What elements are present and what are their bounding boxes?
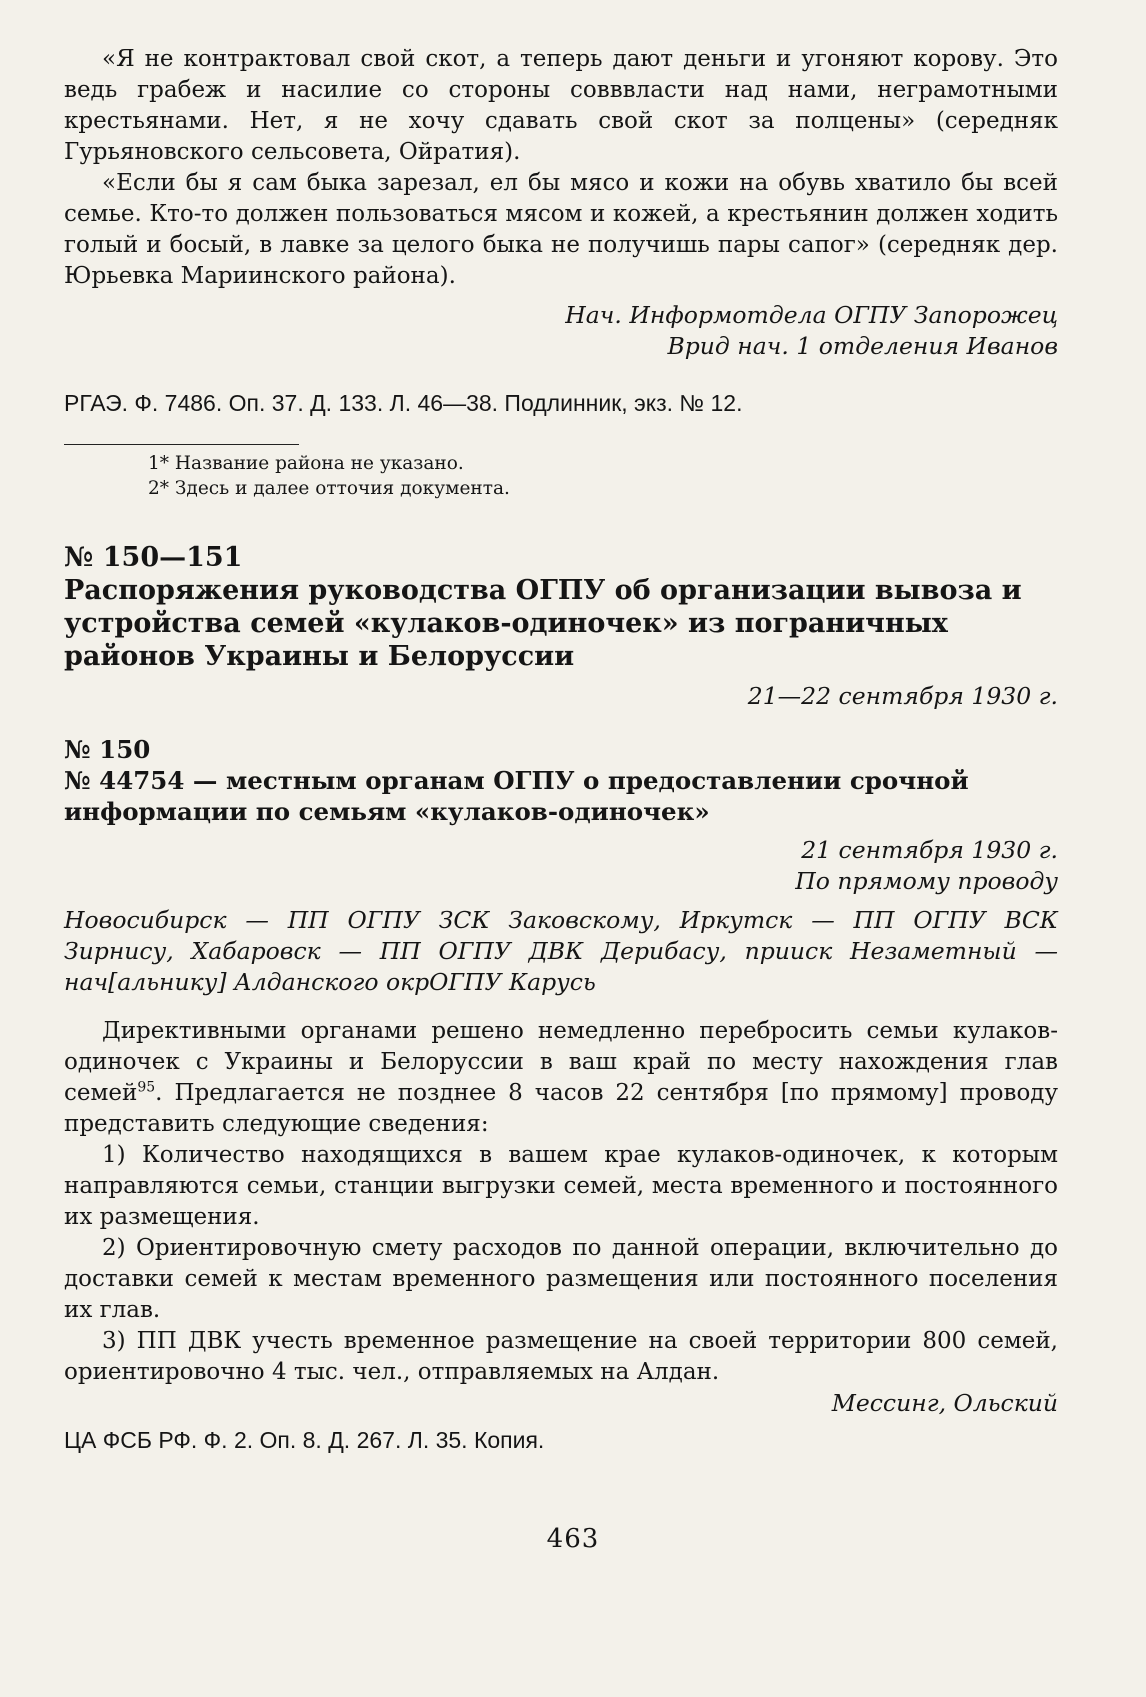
archive-reference-2: ЦА ФСБ РФ. Ф. 2. Оп. 8. Д. 267. Л. 35. Копия. xyxy=(64,1427,545,1453)
endnote-marker: 95 xyxy=(137,1079,156,1096)
footnote-divider xyxy=(64,444,299,445)
signature-line-1: Нач. Информотдела ОГПУ Запорожец xyxy=(565,301,1058,329)
list-item-1: 1) Количество находящихся в вашем крае кулаков-одиночек, к которым направляются семьи, станции выгрузки семей, места временного и постоянного их размещения. xyxy=(64,1142,1058,1230)
section-title: Распоряжения руководства ОГПУ об организации вывоза и устройства семей «кулаков-одиночек» из пограничных районов Украины и Белоруссии xyxy=(64,575,1022,672)
section-date: 21—22 сентября 1930 г. xyxy=(747,682,1058,710)
list-item-3: 3) ПП ДВК учесть временное размещение на своей территории 800 семей, ориентировочно 4 тыс. чел., отправляемых на Алдан. xyxy=(64,1328,1058,1385)
footnote-1: 1* Название района не указано. xyxy=(148,453,464,474)
archive-reference-1: РГАЭ. Ф. 7486. Оп. 37. Д. 133. Л. 46—38. Подлинник, экз. № 12. xyxy=(64,390,743,416)
directive-text-start: Директивными органами решено немедленно перебросить семьи кулаков-одиночек с Украины и Белоруссии в ваш край по месту нахождения глав семей xyxy=(64,1018,1058,1106)
document-title: № 44754 — местным органам ОГПУ о предоставлении срочной информации по семьям «кулаков-одиночек» xyxy=(64,766,969,826)
addressees: Новосибирск — ПП ОГПУ ЗСК Заковскому, Иркутск — ПП ОГПУ ВСК Зирнису, Хабаровск — ПП ОГПУ ДВК Дерибасу, прииск Незаметный — нач[альнику] Алданского окрОГПУ Карусь xyxy=(64,906,1058,996)
directive-paragraph xyxy=(64,1016,1058,1140)
document-number: № 150 xyxy=(64,735,151,764)
document-signature: Мессинг, Ольский xyxy=(831,1389,1058,1417)
directive-text-end: . Предлагается не позднее 8 часов 22 сентября [по прямому] проводу представить следующие сведения: xyxy=(64,1080,1058,1137)
signature-line-2: Врид нач. 1 отделения Иванов xyxy=(667,332,1058,360)
transmission-channel: По прямому проводу xyxy=(795,867,1058,895)
footnotes xyxy=(64,451,1058,501)
page-number: 463 xyxy=(546,1524,600,1554)
document-date: 21 сентября 1930 г. xyxy=(801,836,1058,864)
quote-paragraph-2: «Если бы я сам быка зарезал, ел бы мясо и кожи на обувь хватило бы всей семье. Кто-то должен пользоваться мясом и кожей, а крестьянин должен ходить голый и босый, в лавке за целого быка не получишь пары сапог» (середняк дер. Юрьевка Мариинского района). xyxy=(64,170,1058,289)
section-number: № 150—151 xyxy=(64,542,243,573)
list-item-2: 2) Ориентировочную смету расходов по данной операции, включительно до доставки семей к местам временного размещения или постоянного поселения их глав. xyxy=(64,1235,1058,1323)
footnote-2: 2* Здесь и далее отточия документа. xyxy=(148,478,510,499)
quote-paragraph-1: «Я не контрактовал свой скот, а теперь дают деньги и угоняют корову. Это ведь грабеж и насилие со стороны совввласти над нами, неграмотными крестьянами. Нет, я не хочу сдавать свой скот за полцены» (середняк Гурьяновского сельсовета, Ойратия). xyxy=(64,46,1058,165)
